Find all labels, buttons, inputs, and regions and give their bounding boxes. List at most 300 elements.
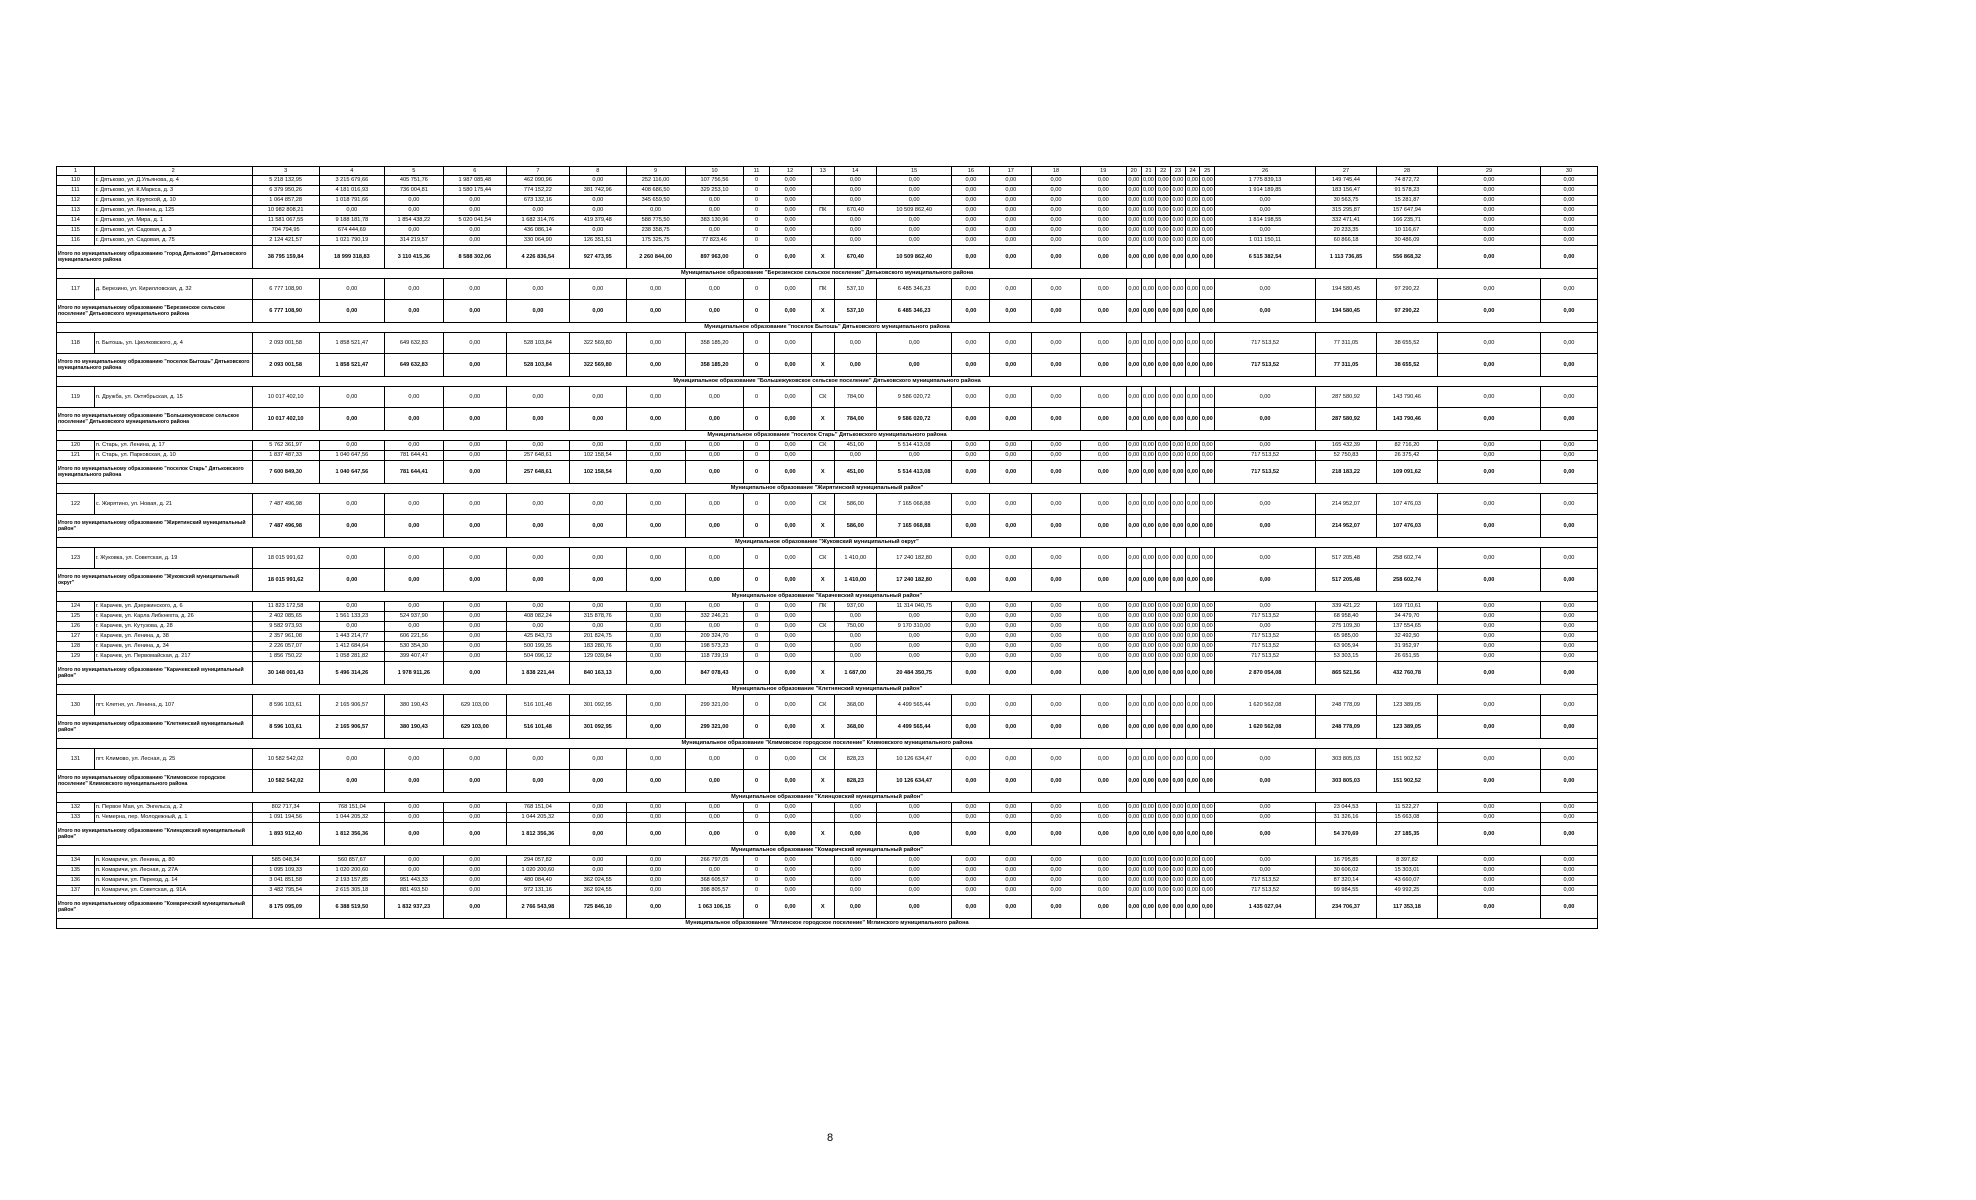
value-cell: 0,00 — [1171, 451, 1186, 461]
row-number-cell: 124 — [57, 602, 95, 612]
subtotal-cell: 9 586 020,72 — [876, 408, 952, 431]
value-cell: 30 486,09 — [1377, 236, 1438, 246]
value-cell: 0,00 — [769, 279, 811, 300]
value-cell: 380 190,43 — [384, 695, 443, 716]
value-cell: 0,00 — [685, 602, 744, 612]
subtotal-cell: 10 017 402,10 — [252, 408, 319, 431]
subtotal-cell: X — [811, 408, 834, 431]
value-cell: 0,00 — [1185, 803, 1200, 813]
row-number-cell: 125 — [57, 612, 95, 622]
value-cell: 516 101,48 — [506, 695, 569, 716]
value-cell: 0,00 — [1437, 642, 1540, 652]
value-cell: 0,00 — [1156, 176, 1171, 186]
value-cell: 0,00 — [1141, 333, 1156, 354]
value-cell: 4 181 016,93 — [319, 186, 384, 196]
value-cell: 0,00 — [990, 333, 1032, 354]
subtotal-cell: 0,00 — [1080, 515, 1126, 538]
value-cell: 0,00 — [443, 602, 506, 612]
value-cell: 1 854 438,22 — [384, 216, 443, 226]
value-cell: 0,00 — [506, 494, 569, 515]
subtotal-cell: 151 902,52 — [1377, 770, 1438, 793]
subtotal-cell: 1 063 106,15 — [685, 896, 744, 919]
value-cell: 0,00 — [769, 612, 811, 622]
value-cell: 0,00 — [443, 226, 506, 236]
value-cell: 345 659,50 — [626, 196, 685, 206]
value-cell: 0,00 — [685, 279, 744, 300]
subtotal-cell: 0,00 — [1185, 246, 1200, 269]
value-cell — [811, 803, 834, 813]
value-cell: 0,00 — [1215, 866, 1316, 876]
value-cell: 0,00 — [1437, 494, 1540, 515]
value-cell: 0 — [744, 749, 769, 770]
value-cell: 0,00 — [1215, 387, 1316, 408]
value-cell: 0,00 — [1080, 494, 1126, 515]
subtotal-cell: 0,00 — [443, 823, 506, 846]
subtotal-cell: 0,00 — [952, 354, 990, 377]
value-cell: 0 — [744, 196, 769, 206]
subtotal-cell: 0,00 — [319, 408, 384, 431]
value-cell: 0 — [744, 876, 769, 886]
value-cell — [811, 813, 834, 823]
subtotal-cell: 234 706,37 — [1316, 896, 1377, 919]
value-cell: 0,00 — [626, 632, 685, 642]
subtotal-cell: 0,00 — [1080, 896, 1126, 919]
value-cell: 0,00 — [952, 632, 990, 642]
value-cell: 30 563,75 — [1316, 196, 1377, 206]
subtotal-cell: 0,00 — [1156, 716, 1171, 739]
value-cell: 0,00 — [952, 749, 990, 770]
subtotal-cell: 784,00 — [834, 408, 876, 431]
value-cell: 0,00 — [1540, 749, 1597, 770]
value-cell: 0,00 — [384, 803, 443, 813]
value-cell: 294 057,82 — [506, 856, 569, 866]
column-number-row — [57, 167, 1598, 176]
value-cell: 198 573,23 — [685, 642, 744, 652]
subtotal-cell: 0,00 — [1141, 354, 1156, 377]
value-cell: 0,00 — [990, 749, 1032, 770]
value-cell: 0,00 — [1141, 216, 1156, 226]
subtotal-cell: 586,00 — [834, 515, 876, 538]
subtotal-cell: 0,00 — [952, 662, 990, 685]
value-cell: 0,00 — [1185, 652, 1200, 662]
subtotal-cell: 0,00 — [1437, 408, 1540, 431]
municipality-section-row — [57, 377, 1598, 387]
subtotal-cell: 0,00 — [1200, 246, 1215, 269]
value-cell: 0,00 — [990, 803, 1032, 813]
value-cell: 717 513,52 — [1215, 333, 1316, 354]
value-cell: 0,00 — [1215, 279, 1316, 300]
building-row — [57, 176, 1598, 186]
subtotal-cell: 0,00 — [1156, 461, 1171, 484]
subtotal-cell: 0,00 — [319, 515, 384, 538]
subtotal-cell: 517 205,48 — [1316, 569, 1377, 592]
subtotal-cell: 1 838 221,44 — [506, 662, 569, 685]
subtotal-cell: 0,00 — [769, 896, 811, 919]
value-cell: 0,00 — [769, 876, 811, 886]
subtotal-cell: 0,00 — [1141, 716, 1156, 739]
column-number-cell: 15 — [876, 167, 952, 176]
value-cell: 0,00 — [1126, 886, 1141, 896]
subtotal-cell: 2 165 906,57 — [319, 716, 384, 739]
value-cell: 0,00 — [952, 642, 990, 652]
value-cell: 0,00 — [569, 622, 626, 632]
subtotal-cell: 97 290,22 — [1377, 300, 1438, 323]
value-cell: 0,00 — [1540, 622, 1597, 632]
subtotal-cell: 0,00 — [1126, 408, 1141, 431]
value-cell: 0,00 — [834, 451, 876, 461]
value-cell: 0,00 — [1185, 196, 1200, 206]
column-number-cell: 6 — [443, 167, 506, 176]
value-cell: 0,00 — [1126, 876, 1141, 886]
value-cell: 0,00 — [952, 886, 990, 896]
value-cell: 0,00 — [876, 612, 952, 622]
value-cell: 0,00 — [1032, 652, 1080, 662]
subtotal-cell: 248 778,09 — [1316, 716, 1377, 739]
value-cell: 0,00 — [1185, 856, 1200, 866]
subtotal-label: Итого по муниципальному образованию "Карачевский муниципальный район" — [57, 662, 253, 685]
value-cell: 0,00 — [1185, 186, 1200, 196]
subtotal-cell: 0,00 — [1156, 823, 1171, 846]
value-cell: 1 443 214,77 — [319, 632, 384, 642]
subtotal-cell: 0,00 — [990, 770, 1032, 793]
value-cell: 0,00 — [769, 206, 811, 216]
subtotal-cell: 0,00 — [1141, 246, 1156, 269]
subtotal-cell: 0,00 — [1437, 896, 1540, 919]
value-cell: 314 219,57 — [384, 236, 443, 246]
subtotal-cell: 0,00 — [1215, 300, 1316, 323]
value-cell: 0,00 — [1171, 186, 1186, 196]
address-cell: г. Карачев, ул. Кутузова, д. 28 — [94, 622, 252, 632]
value-cell: 0,00 — [990, 642, 1032, 652]
value-cell: 0,00 — [952, 622, 990, 632]
value-cell: 0,00 — [1141, 866, 1156, 876]
value-cell: 0,00 — [1126, 749, 1141, 770]
value-cell: 0,00 — [1032, 441, 1080, 451]
value-cell: 0,00 — [384, 494, 443, 515]
value-cell: 0,00 — [769, 387, 811, 408]
value-cell: 0,00 — [1032, 749, 1080, 770]
subtotal-cell: 0,00 — [1171, 662, 1186, 685]
value-cell: 0,00 — [1141, 548, 1156, 569]
municipality-section-row — [57, 685, 1598, 695]
value-cell: 1 020 200,60 — [506, 866, 569, 876]
municipality-section-row — [57, 538, 1598, 548]
subtotal-row — [57, 770, 1598, 793]
value-cell: 0,00 — [626, 652, 685, 662]
value-cell: 649 632,83 — [384, 333, 443, 354]
value-cell: 0 — [744, 236, 769, 246]
value-cell: 0,00 — [769, 494, 811, 515]
value-cell: 0,00 — [1171, 176, 1186, 186]
value-cell: 0,00 — [569, 813, 626, 823]
value-cell: 588 775,50 — [626, 216, 685, 226]
subtotal-cell: 0 — [744, 716, 769, 739]
subtotal-cell: 0,00 — [1540, 896, 1597, 919]
value-cell: 0,00 — [1215, 856, 1316, 866]
subtotal-cell: 0,00 — [1171, 461, 1186, 484]
subtotal-cell: 0,00 — [952, 515, 990, 538]
value-cell: 0,00 — [1540, 652, 1597, 662]
address-cell: пгт. Клетня, ул. Ленина, д. 107 — [94, 695, 252, 716]
column-number-cell: 18 — [1032, 167, 1080, 176]
subtotal-cell: 432 760,78 — [1377, 662, 1438, 685]
subtotal-cell: 0,00 — [1141, 515, 1156, 538]
value-cell: 0,00 — [990, 216, 1032, 226]
municipality-section-row — [57, 431, 1598, 441]
subtotal-cell: 0,00 — [1437, 662, 1540, 685]
subtotal-cell: 2 260 844,00 — [626, 246, 685, 269]
row-number-cell: 110 — [57, 176, 95, 186]
value-cell: 0,00 — [1540, 387, 1597, 408]
subtotal-cell: 7 487 496,98 — [252, 515, 319, 538]
value-cell: 0,00 — [1141, 387, 1156, 408]
row-number-cell: 135 — [57, 866, 95, 876]
value-cell: 175 325,75 — [626, 236, 685, 246]
building-row — [57, 196, 1598, 206]
subtotal-cell: 0,00 — [1141, 569, 1156, 592]
subtotal-cell: X — [811, 354, 834, 377]
value-cell: 0,00 — [443, 612, 506, 622]
value-cell: 0,00 — [952, 333, 990, 354]
address-cell: г. Карачев, ул. Дзержинского, д. 6 — [94, 602, 252, 612]
value-cell: 0,00 — [834, 886, 876, 896]
address-cell: пгт. Климово, ул. Лесная, д. 25 — [94, 749, 252, 770]
value-cell: 0,00 — [1540, 226, 1597, 236]
value-cell: 0,00 — [1437, 186, 1540, 196]
column-number-cell: 3 — [252, 167, 319, 176]
value-cell: 0,00 — [1032, 186, 1080, 196]
value-cell: 63 905,94 — [1316, 642, 1377, 652]
subtotal-cell: 0,00 — [1032, 408, 1080, 431]
subtotal-cell: X — [811, 569, 834, 592]
subtotal-cell: 299 321,00 — [685, 716, 744, 739]
building-row — [57, 186, 1598, 196]
value-cell: 0,00 — [1171, 866, 1186, 876]
value-cell: 0,00 — [952, 866, 990, 876]
value-cell: 149 745,44 — [1316, 176, 1377, 186]
value-cell: 252 116,00 — [626, 176, 685, 186]
row-number-cell: 137 — [57, 886, 95, 896]
subtotal-cell: 0,00 — [1215, 515, 1316, 538]
address-cell: п. Дружба, ул. Октябрьская, д. 15 — [94, 387, 252, 408]
subtotal-cell: 0 — [744, 246, 769, 269]
value-cell: 0,00 — [1141, 803, 1156, 813]
value-cell: 102 158,54 — [569, 451, 626, 461]
subtotal-cell: 0,00 — [1200, 354, 1215, 377]
value-cell: 0 — [744, 494, 769, 515]
value-cell: 49 992,25 — [1377, 886, 1438, 896]
value-cell: 0,00 — [685, 803, 744, 813]
subtotal-cell: 0,00 — [1185, 770, 1200, 793]
value-cell: 0,00 — [1185, 602, 1200, 612]
subtotal-cell: 0,00 — [569, 823, 626, 846]
address-cell: г. Карачев, ул. Первомайская, д. 217 — [94, 652, 252, 662]
subtotal-cell: 0,00 — [1080, 354, 1126, 377]
value-cell: 774 152,22 — [506, 186, 569, 196]
value-cell: 0,00 — [952, 813, 990, 823]
value-cell: 0,00 — [1032, 279, 1080, 300]
subtotal-cell: 287 580,92 — [1316, 408, 1377, 431]
value-cell: 1 410,00 — [834, 548, 876, 569]
value-cell: 3 215 679,66 — [319, 176, 384, 186]
value-cell: 0,00 — [1540, 803, 1597, 813]
building-row — [57, 886, 1598, 896]
row-number-cell: 136 — [57, 876, 95, 886]
building-row — [57, 813, 1598, 823]
value-cell: 0,00 — [834, 236, 876, 246]
subtotal-cell: 10 582 542,02 — [252, 770, 319, 793]
value-cell: 0,00 — [769, 803, 811, 813]
value-cell: 0,00 — [1126, 494, 1141, 515]
value-cell — [811, 451, 834, 461]
subtotal-cell: 0,00 — [384, 515, 443, 538]
subtotal-cell: 0,00 — [952, 716, 990, 739]
building-row — [57, 803, 1598, 813]
subtotal-cell: 8 175 095,09 — [252, 896, 319, 919]
value-cell: 0,00 — [319, 206, 384, 216]
subtotal-cell: X — [811, 300, 834, 323]
subtotal-cell: 0,00 — [626, 896, 685, 919]
value-cell: 0,00 — [769, 602, 811, 612]
subtotal-cell: 0,00 — [1185, 461, 1200, 484]
value-cell: 358 185,20 — [685, 333, 744, 354]
subtotal-cell: 0,00 — [769, 300, 811, 323]
value-cell: 0,00 — [769, 695, 811, 716]
subtotal-cell: 0,00 — [1126, 662, 1141, 685]
value-cell: 0,00 — [1171, 813, 1186, 823]
value-cell: 0 — [744, 226, 769, 236]
value-cell — [811, 196, 834, 206]
subtotal-cell: 0,00 — [443, 461, 506, 484]
value-cell: 0,00 — [1200, 856, 1215, 866]
value-cell: 0,00 — [1171, 622, 1186, 632]
value-cell: 0,00 — [685, 548, 744, 569]
value-cell: 0,00 — [769, 632, 811, 642]
value-cell: 0,00 — [952, 856, 990, 866]
value-cell: 0,00 — [1200, 333, 1215, 354]
value-cell: 704 794,95 — [252, 226, 319, 236]
value-cell: 0,00 — [685, 196, 744, 206]
value-cell: 0,00 — [834, 216, 876, 226]
value-cell: 0,00 — [1032, 632, 1080, 642]
subtotal-cell: 27 185,35 — [1377, 823, 1438, 846]
subtotal-cell: 1 113 736,85 — [1316, 246, 1377, 269]
value-cell: 339 421,22 — [1316, 602, 1377, 612]
value-cell: 408 686,50 — [626, 186, 685, 196]
subtotal-cell: 0,00 — [626, 515, 685, 538]
subtotal-cell: 0,00 — [990, 354, 1032, 377]
value-cell: 0,00 — [1141, 602, 1156, 612]
building-row — [57, 652, 1598, 662]
value-cell: 0,00 — [1032, 622, 1080, 632]
value-cell: 0,00 — [1156, 186, 1171, 196]
value-cell: 0,00 — [1437, 226, 1540, 236]
value-cell: 68 958,40 — [1316, 612, 1377, 622]
subtotal-cell: 8 588 302,06 — [443, 246, 506, 269]
value-cell: 0,00 — [1156, 652, 1171, 662]
value-cell: 0,00 — [384, 279, 443, 300]
value-cell — [811, 876, 834, 886]
value-cell: 0,00 — [319, 622, 384, 632]
value-cell: 0,00 — [1080, 186, 1126, 196]
value-cell: 0,00 — [1437, 803, 1540, 813]
value-cell: 717 513,52 — [1215, 886, 1316, 896]
value-cell: 26 375,42 — [1377, 451, 1438, 461]
subtotal-cell: 0,00 — [990, 246, 1032, 269]
value-cell: 301 092,95 — [569, 695, 626, 716]
subtotal-cell: 0,00 — [1185, 408, 1200, 431]
value-cell: 524 937,90 — [384, 612, 443, 622]
value-cell: 0,00 — [1185, 441, 1200, 451]
value-cell: 0,00 — [1215, 602, 1316, 612]
value-cell: 951 443,33 — [384, 876, 443, 886]
value-cell: 1 021 790,19 — [319, 236, 384, 246]
value-cell: 0,00 — [1141, 886, 1156, 896]
value-cell: 0,00 — [685, 226, 744, 236]
building-row — [57, 206, 1598, 216]
value-cell: 238 358,75 — [626, 226, 685, 236]
value-cell: 0,00 — [1200, 451, 1215, 461]
value-cell: 0,00 — [990, 652, 1032, 662]
value-cell: 0,00 — [1215, 548, 1316, 569]
value-cell: 0,00 — [990, 206, 1032, 216]
subtotal-cell: 0,00 — [1185, 823, 1200, 846]
subtotal-cell: 0,00 — [1126, 716, 1141, 739]
value-cell: 0,00 — [1200, 886, 1215, 896]
value-cell: 0,00 — [443, 494, 506, 515]
value-cell: 0,00 — [1200, 652, 1215, 662]
value-cell: 74 872,72 — [1377, 176, 1438, 186]
value-cell: 0 — [744, 866, 769, 876]
value-cell: 0 — [744, 813, 769, 823]
value-cell: 0 — [744, 612, 769, 622]
value-cell: 0,00 — [1185, 886, 1200, 896]
value-cell: 0,00 — [1171, 602, 1186, 612]
building-row — [57, 441, 1598, 451]
value-cell: 10 582 542,02 — [252, 749, 319, 770]
subtotal-cell: 0,00 — [834, 896, 876, 919]
subtotal-cell: 0,00 — [443, 662, 506, 685]
value-cell: 0,00 — [1200, 803, 1215, 813]
value-cell: 0,00 — [1200, 387, 1215, 408]
value-cell: 123 389,05 — [1377, 695, 1438, 716]
value-cell: 287 580,92 — [1316, 387, 1377, 408]
value-cell: 0,00 — [1215, 803, 1316, 813]
subtotal-cell: 0,00 — [626, 770, 685, 793]
value-cell: 0,00 — [1171, 642, 1186, 652]
value-cell: 0,00 — [626, 803, 685, 813]
value-cell: 0,00 — [1126, 652, 1141, 662]
subtotal-cell: 0,00 — [443, 896, 506, 919]
value-cell: 0,00 — [1126, 803, 1141, 813]
subtotal-cell: 0,00 — [952, 823, 990, 846]
value-cell: 0,00 — [1540, 886, 1597, 896]
value-cell: 0,00 — [1126, 387, 1141, 408]
value-cell: 183 156,47 — [1316, 186, 1377, 196]
value-cell: 0,00 — [952, 803, 990, 813]
column-number-cell: 21 — [1141, 167, 1156, 176]
value-cell: 362 024,55 — [569, 876, 626, 886]
subtotal-cell: 0 — [744, 823, 769, 846]
value-cell: 0,00 — [685, 494, 744, 515]
address-cell: п. Старь, ул. Парковская, д. 10 — [94, 451, 252, 461]
value-cell: 0,00 — [1171, 652, 1186, 662]
subtotal-cell: 30 148 001,43 — [252, 662, 319, 685]
subtotal-cell: 0,00 — [443, 569, 506, 592]
value-cell: 0,00 — [1080, 602, 1126, 612]
value-cell: 1 064 857,28 — [252, 196, 319, 206]
value-cell: 0,00 — [443, 333, 506, 354]
